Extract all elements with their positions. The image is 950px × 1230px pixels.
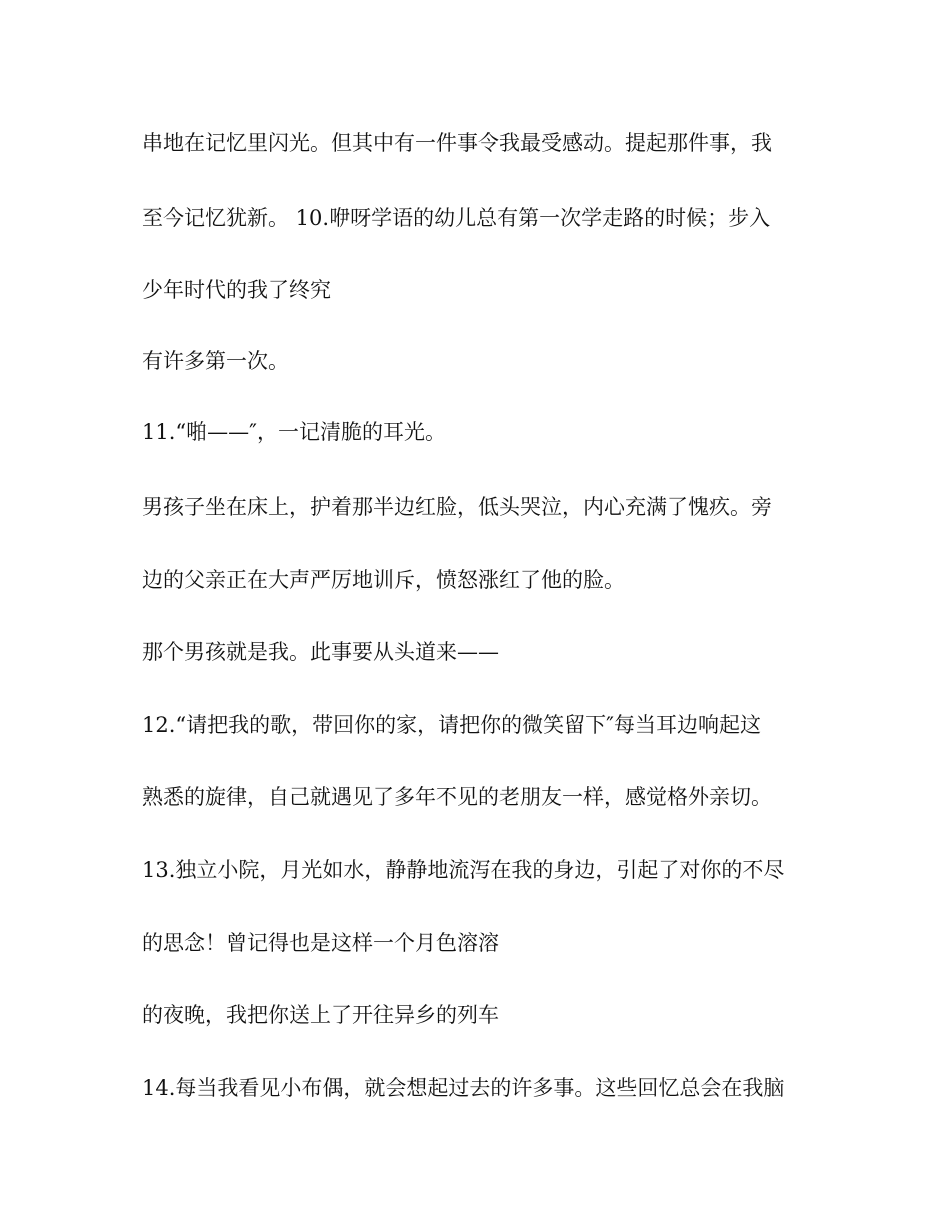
text-line: 12.“请把我的歌，带回你的家，请把你的微笑留下″每当耳边响起这 [142,713,761,737]
text-line: 的夜晚，我把你送上了开往异乡的列车 [142,1003,499,1027]
text-line: 14.每当我看见小布偶，就会想起过去的许多事。这些回忆总会在我脑 [142,1076,785,1100]
text-line: 11.“啪——″，一记清脆的耳光。 [142,420,446,444]
text-line: 至今记忆犹新。 10.咿呀学语的幼儿总有第一次学走路的时候；步入 [142,206,771,230]
text-line: 串地在记忆里闪光。但其中有一件事令我最受感动。提起那件事，我 [142,131,772,155]
text-line: 那个男孩就是我。此事要从头道来—— [142,640,499,664]
text-line: 的思念！曾记得也是这样一个月色溶溶 [142,931,499,955]
text-line: 少年时代的我了终究 [142,278,331,302]
text-line: 边的父亲正在大声严厉地训斥，愤怒涨红了他的脸。 [142,568,625,592]
text-line: 熟悉的旋律，自己就遇见了多年不见的老朋友一样，感觉格外亲切。 [142,785,772,809]
text-line: 男孩子坐在床上，护着那半边红脸，低头哭泣，内心充满了愧疚。旁 [142,495,772,519]
text-line: 有许多第一次。 [142,349,289,373]
text-line: 13.独立小院，月光如水，静静地流泻在我的身边，引起了对你的不尽 [142,858,785,882]
